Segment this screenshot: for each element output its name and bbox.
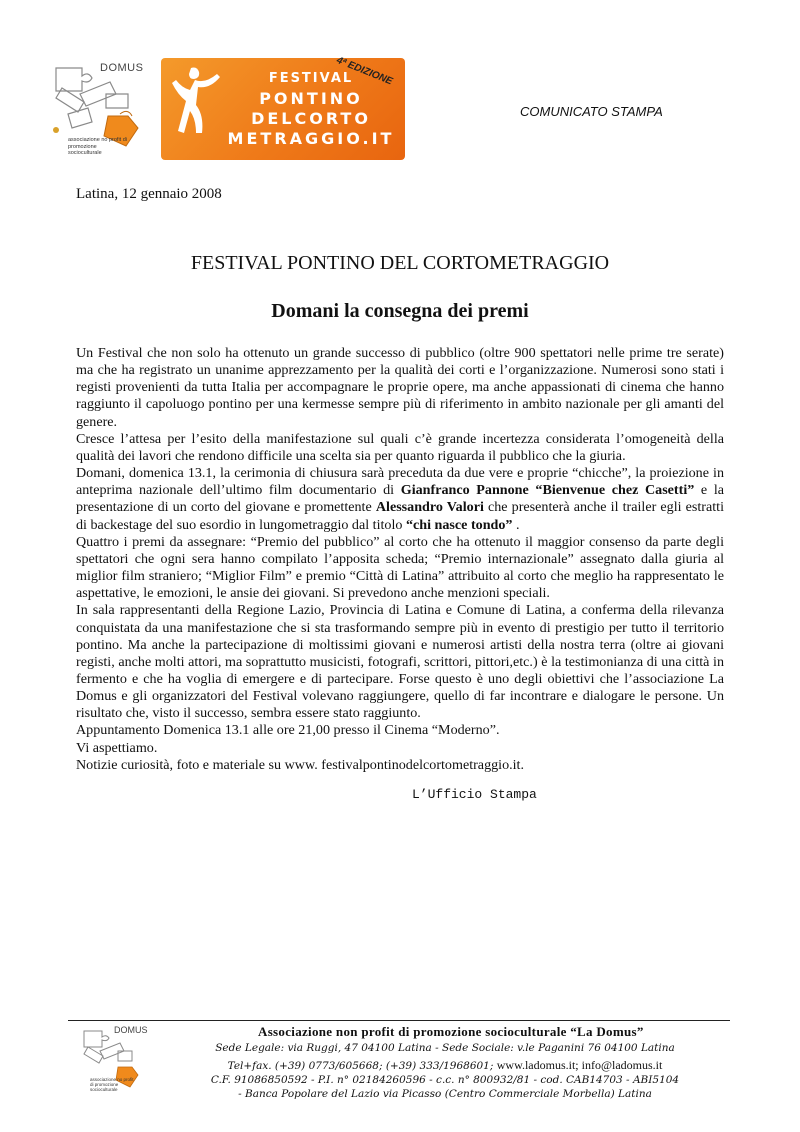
paragraph: Vi aspettiamo. — [76, 739, 158, 756]
association-logo-subtitle: associazione no profit di promozione socioculturale — [68, 137, 128, 156]
festival-logo-line: DELCORTO — [251, 109, 371, 128]
footer-logo-subtitle: associazione no profit di promozione socioculturale — [90, 1077, 134, 1092]
date-line: Latina, 12 gennaio 2008 — [76, 186, 222, 202]
page-subtitle: Domani la consegna dei premi — [271, 300, 529, 322]
footer-bank-line: - Banca Popolare del Lazio via Picasso (Centro Commerciale Morbella) Latina — [238, 1088, 652, 1100]
footer-fiscal-line: C.F. 91086850592 - P.I. n° 02184260596 - c.c. n° 800932/81 - cod. CAB14703 - ABI5104 — [210, 1074, 680, 1086]
edition-tag: 4ª EDIZIONE — [334, 55, 394, 88]
association-logo — [46, 54, 154, 166]
footer-address-line: Sede Legale: via Ruggi, 47 04100 Latina - Sede Sociale: v.le Paganini 76 04100 Latina — [215, 1042, 675, 1054]
paragraph: Notizie curiosità, foto e materiale su www. festivalpontinodelcortometraggio.it. — [76, 756, 524, 773]
signature: L’Ufficio Stampa — [412, 787, 537, 802]
footer-logo — [78, 1023, 148, 1101]
footer-logo-name: DOMUS — [114, 1025, 148, 1035]
association-logo-name: DOMUS — [100, 62, 144, 74]
bold-span: Gianfranco Pannone “Bienvenue chez Casetti” — [400, 482, 695, 499]
text-span: che presenterà anche il trailer egli estratti di backestage del suo esordio in lungometraggio dal titolo — [76, 499, 724, 533]
body-text — [76, 345, 724, 774]
paragraph — [76, 465, 724, 534]
paragraph: Cresce l’attesa per l’esito della manifestazione sul quali c’è grande incertezza considerata l’omogeneità della qualità dei lavori che rendono difficile una scelta sia per quanto riguarda il pubblico che la giuria. — [76, 430, 724, 464]
page-title: FESTIVAL PONTINO DEL CORTOMETRAGGIO — [190, 252, 610, 274]
footer-web-email: www.ladomus.it; info@ladomus.it — [496, 1058, 663, 1072]
bold-span: “chi nasce tondo” — [405, 516, 513, 533]
paragraph: Un Festival che non solo ha ottenuto un grande successo di pubblico (oltre 900 spettatori nelle prime tre serate) ma che ha registrato un unanime apprezzamento per la qualità dei corti e l’organizzazione. Numerosi sono stati i registi provenienti da tutta Italia per accompagnare le proprie opere, ma anche appassionati di cinema che hanno raggiunto il capoluogo pontino per una kermesse sempre più di riferimento in ambito nazionale per gli amanti del genere. — [76, 345, 724, 430]
festival-logo-line: PONTINO — [259, 89, 363, 108]
paragraph: Quattro i premi da assegnare: “Premio del pubblico” al corto che ha ottenuto il maggior consenso da parte degli spettatori che ogni sera hanno compilato l’apposita scheda; “Premio internazionale” assegnato dalla giuria al miglior film straniero; “Miglior Film” e premio “Città di Latina” attribuito al corto che meglio ha rappresentato le aspettative, le emozioni, le ansie dei giovani. Si prevedono anche menzioni speciali. — [76, 533, 724, 602]
text-span: . — [512, 516, 520, 533]
press-release-label: COMUNICATO STAMPA — [520, 104, 663, 119]
paragraph: In sala rappresentanti della Regione Lazio, Provincia di Latina e Comune di Latina, a conferma della rilevanza conquistata da una manifestazione che si sta trasformando sempre più in evento di prestigio per tutto il territorio pontino. Ma anche la partecipazione di moltissimi giovani e numerosi artisti della nostra terra (oltre ai giovani registi, anche molti attori, ma soprattutto musicisti, fotografi, scrittori, pittori,etc.) è la testimonianza di una città in fermento e che ha voglia di emergere e di partecipare. Forse questo è uno degli obiettivi che l’associazione La Domus e gli organizzatori del Festival volevano raggiungere, quello di far incontrare e dialogare le persone. Un risultato che, visto il successo, sembra essere stato raggiunto. — [76, 602, 724, 722]
festival-logo-line: METRAGGIO.IT — [227, 129, 395, 148]
footer-title: Associazione non profit di promozione socioculturale “La Domus” — [258, 1024, 644, 1039]
text-span: e la presentazione di un corto del giovane e promettente — [76, 482, 724, 516]
footer-divider — [68, 1020, 730, 1021]
paragraph: Appuntamento Domenica 13.1 alle ore 21,00 presso il Cinema “Moderno”. — [76, 722, 500, 739]
festival-logo-line: FESTIVAL — [268, 71, 354, 86]
text-span: Domani, domenica 13.1, la cerimonia di chiusura sarà preceduta da due vere e proprie “chicche”, la proiezione in anteprima nazionale dell’ultimo film documentario di — [76, 465, 724, 499]
footer-phone: Tel+fax. (+39) 0773/605668; (+39) 333/1968601; — [227, 1060, 494, 1072]
footer-contact-line — [185, 1058, 705, 1073]
bold-span: Alessandro Valori — [375, 499, 484, 516]
